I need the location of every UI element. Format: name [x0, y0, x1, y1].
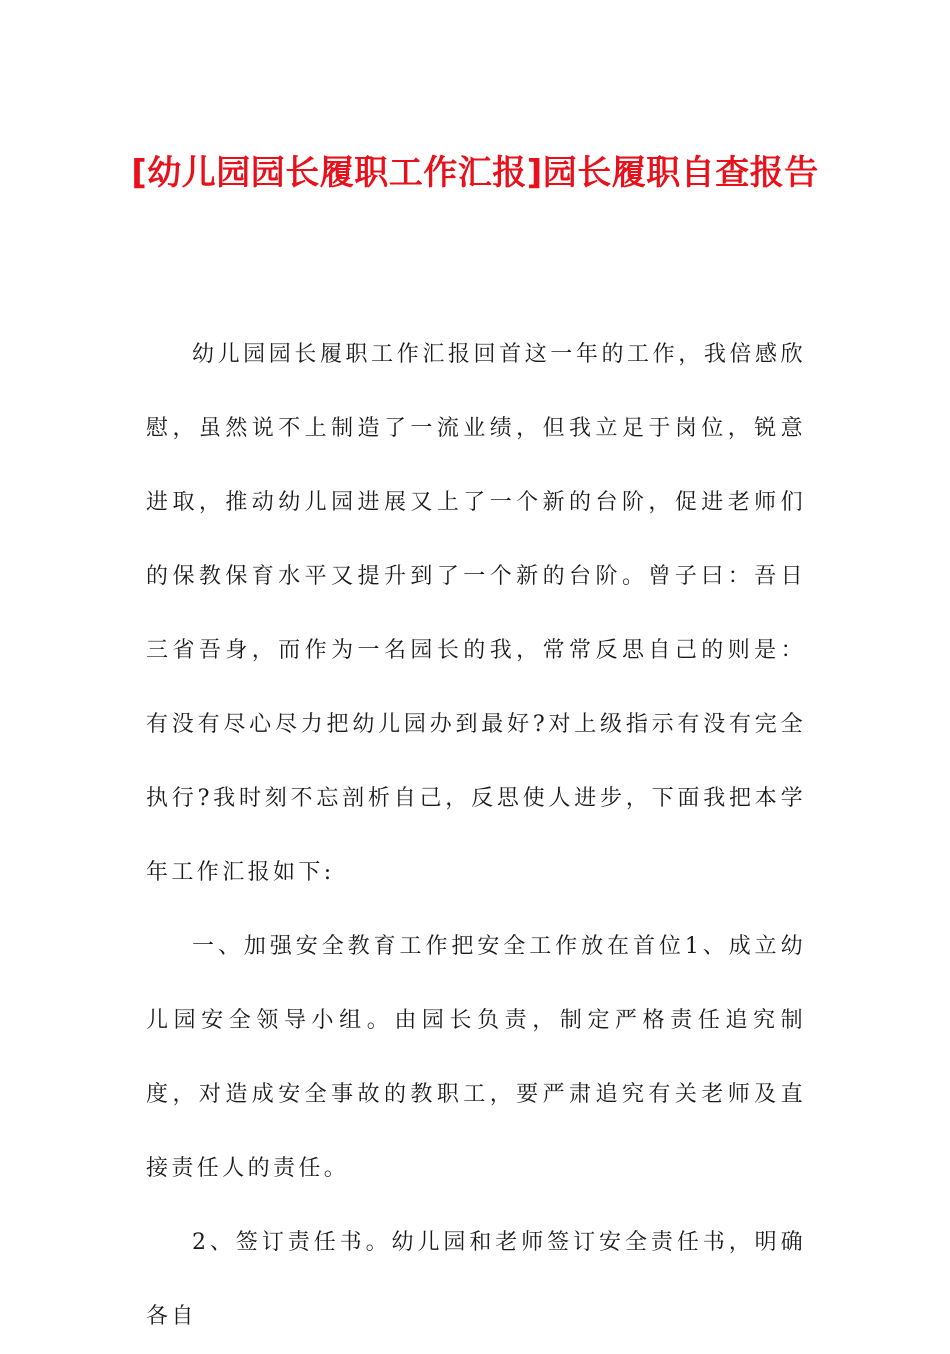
- document-title: [幼儿园园长履职工作汇报]园长履职自查报告: [131, 153, 819, 193]
- paragraph-intro: 幼儿园园长履职工作汇报回首这一年的工作，我倍感欣慰，虽然说不上制造了一流业绩，但我立足于岗位，锐意进取，推动幼儿园进展又上了一个新的台阶，促进老师们的保教保育水平又提升到了一个新的台阶。曾子曰：吾日三省吾身，而作为一名园长的我，常常反思自己的则是：有没有尽心尽力把幼儿园办到最好?对上级指示有没有完全执行?我时刻不忘剖析自己，反思使人进步，下面我把本学年工作汇报如下:: [146, 342, 806, 885]
- paragraph-responsibility: 2、签订责任书。幼儿园和老师签订安全责任书，明确各自: [146, 1230, 806, 1329]
- paragraph-safety-section: 一、加强安全教育工作把安全工作放在首位1、成立幼儿园安全领导小组。由园长负责，制定严格责任追究制度，对造成安全事故的教职工，要严肃追究有关老师及直接责任人的责任。: [146, 934, 806, 1181]
- document-body: [146, 318, 806, 1354]
